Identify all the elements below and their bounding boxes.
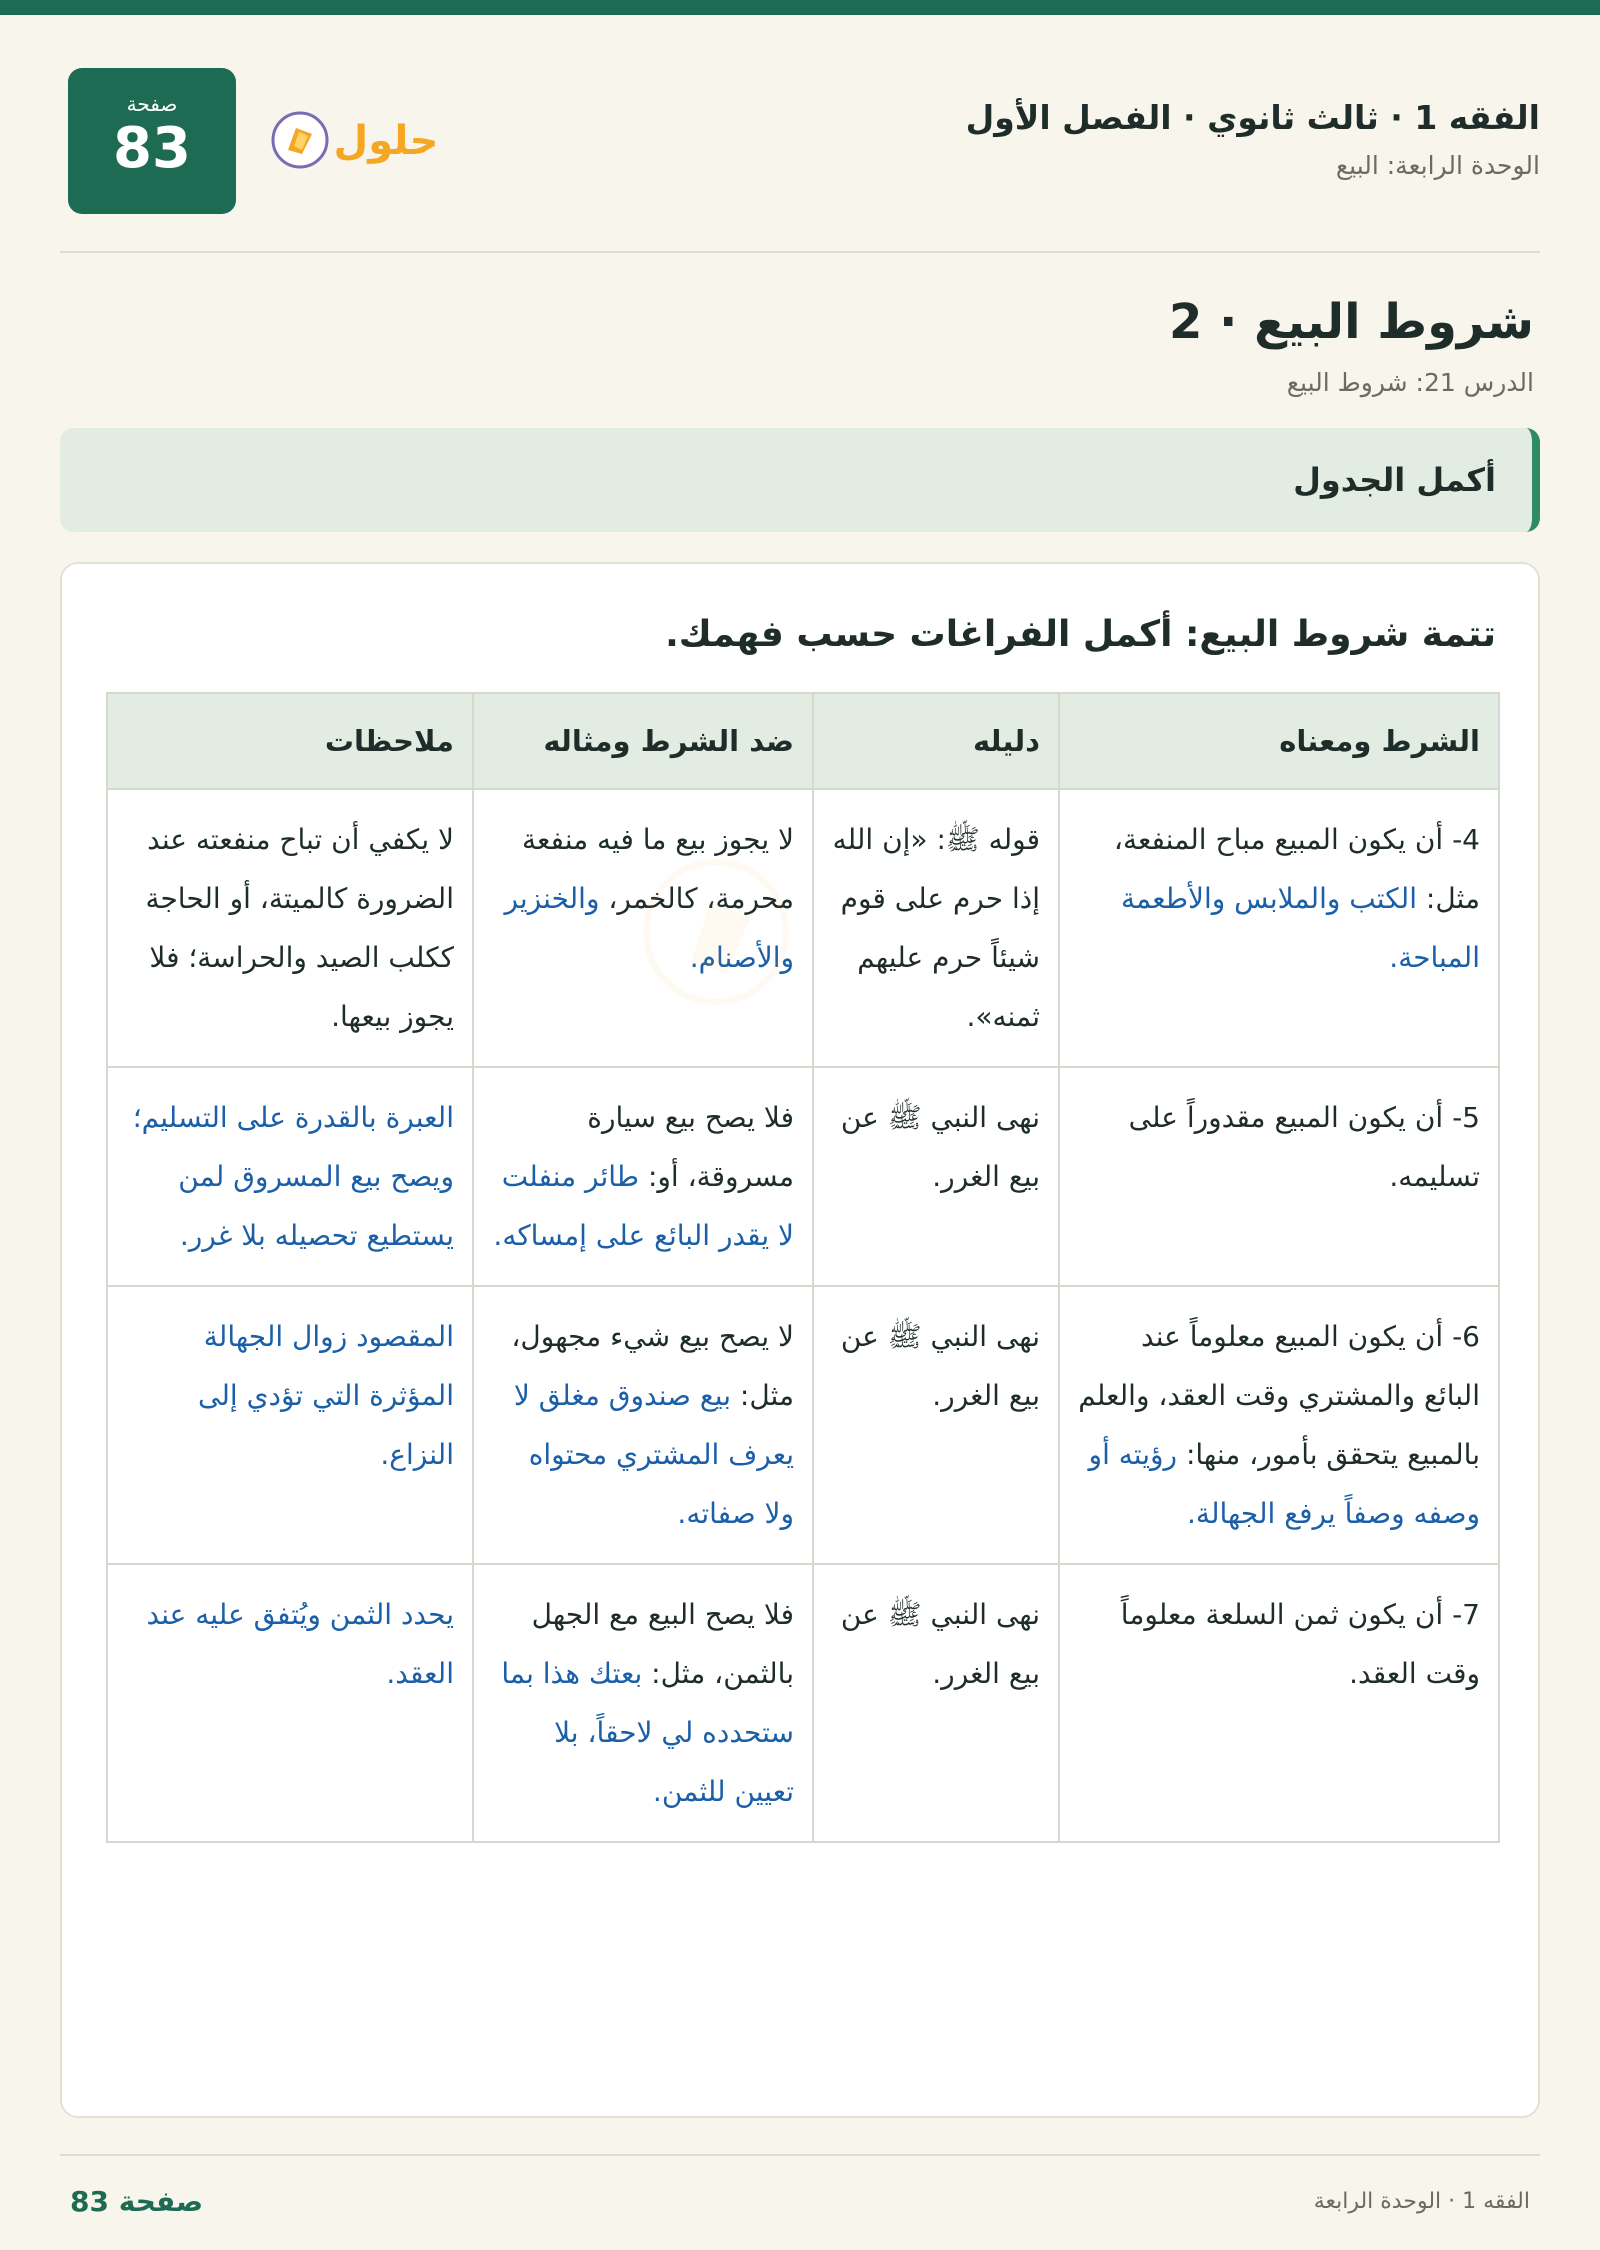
notes-answer: يحدد الثمن ويُتفق عليه عند العقد. (146, 1598, 454, 1690)
condition-text: 4- أن يكون المبيع مباح المنفعة، مثل: (1113, 823, 1480, 915)
opposite-cell (473, 1286, 813, 1564)
column-header-condition: الشرط ومعناه (1059, 693, 1499, 789)
section-title: شروط البيع · 2 (1169, 294, 1534, 350)
condition-cell (1059, 1286, 1499, 1564)
opposite-text: لا يصح بيع شيء مجهول، مثل: (511, 1320, 794, 1412)
notes-cell (107, 789, 473, 1067)
opposite-text: لا يجوز بيع ما فيه منفعة محرمة، كالخمر، (522, 823, 794, 915)
opposite-cell (473, 789, 813, 1067)
conditions-table (106, 692, 1500, 1843)
opposite-cell (473, 1564, 813, 1842)
column-header-opposite: ضد الشرط ومثاله (473, 693, 813, 789)
opposite-text: فلا يصح بيع سيارة مسروقة، أو: (587, 1101, 794, 1193)
footer-divider (60, 2154, 1540, 2156)
lesson-subtitle: الدرس 21: شروط البيع (1286, 368, 1534, 397)
table-row (107, 789, 1499, 1067)
header-divider (60, 251, 1540, 253)
footer-page-number: صفحة 83 (70, 2185, 204, 2218)
condition-text: 6- أن يكون المبيع معلوماً عند البائع والمشتري وقت العقد، والعلم بالمبيع يتحقق بأمور، منها: (1078, 1320, 1480, 1471)
condition-cell (1059, 1564, 1499, 1842)
page-number: 83 (113, 116, 191, 181)
page-number-badge (68, 68, 236, 214)
table-row (107, 1286, 1499, 1564)
exercise-title: تتمة شروط البيع: أكمل الفراغات حسب فهمك. (665, 614, 1496, 655)
evidence-text: نهى النبي ﷺ عن بيع الغرر. (840, 1598, 1040, 1690)
condition-answer: رؤيته أو وصفه وصفاً يرفع الجهالة. (1088, 1438, 1480, 1530)
notes-cell (107, 1564, 473, 1842)
evidence-cell (813, 1286, 1059, 1564)
book-title: الفقه 1 · ثالث ثانوي · الفصل الأول (965, 98, 1540, 137)
opposite-answer: بيع صندوق مغلق لا يعرف المشتري محتواه ولا صفاته. (513, 1379, 794, 1530)
evidence-text: نهى النبي ﷺ عن بيع الغرر. (840, 1320, 1040, 1412)
condition-text: 5- أن يكون المبيع مقدوراً على تسليمه. (1128, 1101, 1480, 1193)
opposite-answer: طائر منفلت لا يقدر البائع على إمساكه. (493, 1160, 794, 1252)
notes-answer: المقصود زوال الجهالة المؤثرة التي تؤدي إلى النزاع. (198, 1320, 454, 1471)
evidence-text: قوله ﷺ: «إن الله إذا حرم على قوم شيئاً حرم عليهم ثمنه». (832, 823, 1040, 1033)
hulul-logo (266, 106, 444, 174)
table-row (107, 1067, 1499, 1286)
condition-cell (1059, 789, 1499, 1067)
column-header-evidence: دليله (813, 693, 1059, 789)
notes-answer: العبرة بالقدرة على التسليم؛ ويصح بيع المسروق لمن يستطيع تحصيله بلا غرر. (132, 1101, 454, 1252)
footer-book-info: الفقه 1 · الوحدة الرابعة (1313, 2189, 1530, 2214)
opposite-cell (473, 1067, 813, 1286)
page-label: صفحة (126, 92, 178, 116)
condition-answer: الكتب والملابس والأطعمة المباحة. (1121, 882, 1480, 974)
opposite-text: فلا يصح البيع مع الجهل بالثمن، مثل: (531, 1598, 794, 1690)
condition-text: 7- أن يكون ثمن السلعة معلوماً وقت العقد. (1120, 1598, 1480, 1690)
task-label: أكمل الجدول (1293, 461, 1496, 499)
unit-title: الوحدة الرابعة: البيع (1335, 151, 1540, 180)
opposite-answer: بعتك هذا بما ستحدده لي لاحقاً، بلا تعيين للثمن. (501, 1657, 794, 1808)
table-row (107, 1564, 1499, 1842)
opposite-answer: والخنزير والأصنام. (504, 882, 794, 974)
table-header-row (107, 693, 1499, 789)
notes-cell (107, 1067, 473, 1286)
exercise-card (60, 562, 1540, 2118)
top-accent-bar (0, 0, 1600, 15)
notes-cell (107, 1286, 473, 1564)
evidence-text: نهى النبي ﷺ عن بيع الغرر. (840, 1101, 1040, 1193)
task-banner (60, 428, 1540, 532)
evidence-cell (813, 1067, 1059, 1286)
page-header (60, 66, 1540, 216)
evidence-cell (813, 789, 1059, 1067)
header-titles (966, 96, 1540, 186)
evidence-cell (813, 1564, 1059, 1842)
column-header-notes: ملاحظات (107, 693, 473, 789)
condition-cell (1059, 1067, 1499, 1286)
notes-text: لا يكفي أن تباح منفعته عند الضرورة كالميتة، أو الحاجة ككلب الصيد والحراسة؛ فلا يجوز بيعها. (145, 823, 454, 1033)
logo-text: حلول (333, 118, 439, 164)
